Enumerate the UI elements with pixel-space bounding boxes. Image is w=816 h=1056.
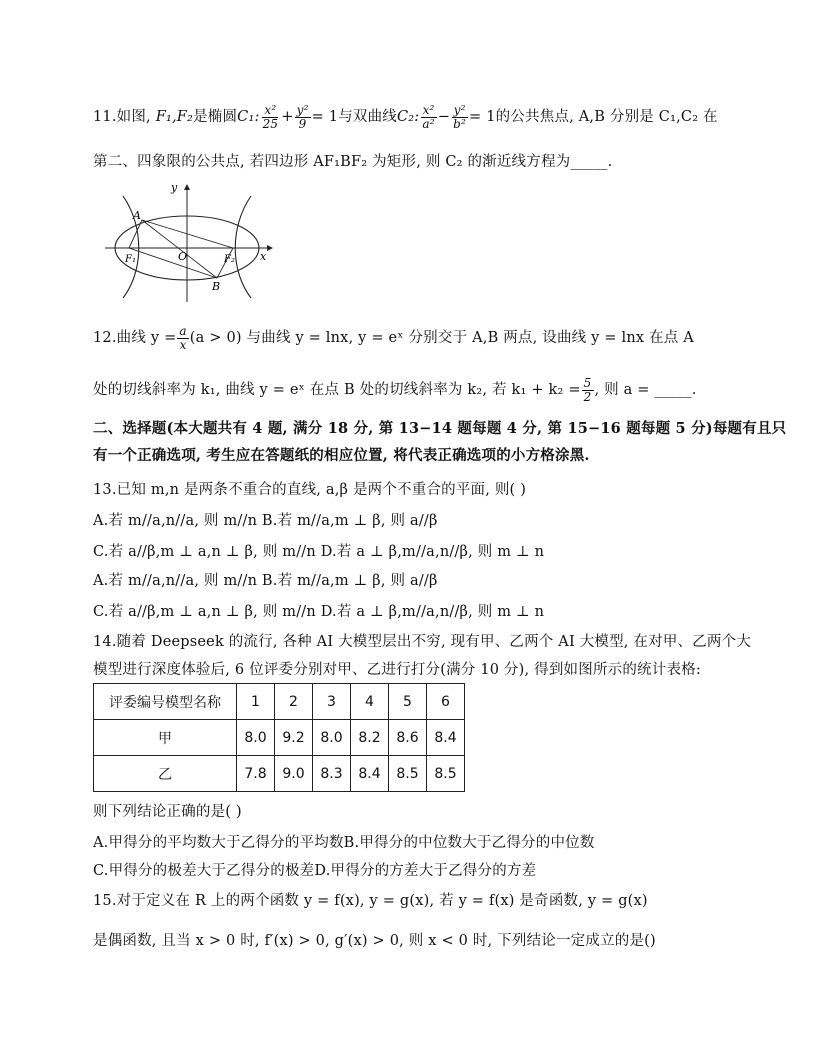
table-cell: 8.2 [351,720,389,756]
label-f2: F₂ [224,254,235,265]
q13-stem: 13.已知 m,n 是两条不重合的直线, a,β 是两个不重合的平面, 则( ) [93,482,527,498]
q14-option-row2: C.甲得分的极差大于乙得分的极差D.甲得分的方差大于乙得分的方差 [93,863,537,879]
table-cell: 8.4 [351,756,389,792]
table-cell: 8.3 [313,756,351,792]
q11-text-a: 是椭圆 [193,109,238,126]
table-cell: 9.0 [275,756,313,792]
q14-option-row1: A.甲得分的平均数大于乙得分的平均数B.甲得分的中位数大于乙得分的中位数 [93,835,595,851]
label-o: O [178,250,188,263]
q11-number: 11.如图, [93,109,156,126]
table-row [94,720,465,756]
q11-line2: 第二、四象限的公共点, 若四边形 AF₁BF₂ 为矩形, 则 C₂ 的渐近线方程为_____. [93,154,613,170]
diagonal-ab [142,220,217,278]
q11-c2-label: C₂: [397,109,420,126]
q11-c2-eq: = 1 [469,109,496,126]
table-header-cell: 评委编号模型名称 [94,684,237,720]
table-cell: 8.5 [389,756,427,792]
table-cell: 甲 [94,720,237,756]
q14-ask: 则下列结论正确的是( ) [93,804,242,820]
q12-line1 [93,325,694,351]
label-x: x [260,250,267,263]
table-cell: 8.6 [389,720,427,756]
label-y: y [171,181,178,194]
table-header-row [94,684,465,720]
label-a: A [133,209,141,222]
table-cell: 乙 [94,756,237,792]
q11-text-b: 与双曲线 [338,109,397,126]
q12-text-c: 处的切线斜率为 k₁, 曲线 y = eˣ 在点 B 处的切线斜率为 k₂, 若 k₁ + k₂ = [93,382,581,399]
table-header-cell: 2 [275,684,313,720]
q13-option-row2: C.若 a//β,m ⊥ a,n ⊥ β, 则 m//n D.若 a ⊥ β,m//a,n//β, 则 m ⊥ n [93,544,545,560]
table-cell: 8.0 [237,720,275,756]
q11-c1-frac2: $\frac{\text{y²}}{9}$ [296,103,309,131]
q12-frac-5-2: $\frac{5}{2}$ [583,376,592,404]
q12-line2 [93,377,697,403]
q11-line1: 11.如图, F₁,F₂是椭圆C₁: $\frac{\text{x²}}{25}$ + $\frac{\text{y²}}{9}$ = 1与双曲线C₂: $\frac{\text{x²}}{\text{a²}}$ − $\frac{\text{y²}}{\text{b²}}$ = 1的公共焦点, A,B 分别是 C₁,C₂ 在 [93,103,718,131]
q11-c2-frac2: $\frac{\text{y²}}{\text{b²}}$ [453,103,467,131]
q12-text-d: , 则 a = _____. [594,382,697,399]
table-header-cell: 1 [237,684,275,720]
q12-frac: $\frac{a}{x}$ [179,324,187,352]
q12-text-b: (a > 0) 与曲线 y = lnx, y = eˣ 分别交于 A,B 两点, 设曲线 y = lnx 在点 A [189,330,694,347]
label-b: B [212,280,221,293]
table-header-cell: 4 [351,684,389,720]
hyperbola-right-branch [235,196,251,298]
table-header-cell: 5 [389,684,427,720]
q11-c2-frac1: $\frac{\text{x²}}{\text{a²}}$ [422,103,435,131]
table-cell: 8.0 [313,720,351,756]
q13-option-row1: A.若 m//a,n//a, 则 m//n B.若 m//a,m ⊥ β, 则 a//β [93,513,438,529]
table-cell: 8.4 [427,720,465,756]
label-f1: F₁ [125,254,136,265]
q13-option-row4: C.若 a//β,m ⊥ a,n ⊥ β, 则 m//n D.若 a ⊥ β,m//a,n//β, 则 m ⊥ n [93,604,545,620]
table-row [94,756,465,792]
table-cell: 7.8 [237,756,275,792]
table-cell: 9.2 [275,720,313,756]
q13-option-row3: A.若 m//a,n//a, 则 m//n B.若 m//a,m ⊥ β, 则 a//β [93,573,438,589]
q11-c1-label: C₁: [237,109,260,126]
q14-line2: 模型进行深度体验后, 6 位评委分别对甲、乙进行打分(满分 10 分), 得到如图所示的统计表格: [93,662,701,678]
rectangle-af1bf2 [129,220,233,278]
table-header-cell: 3 [313,684,351,720]
q11-figure [105,180,275,305]
q15-line2: 是偶函数, 且当 x > 0 时, f′(x) > 0, g′(x) > 0, 则 x < 0 时, 下列结论一定成立的是() [93,933,656,949]
q12-text-a: 12.曲线 y = [93,330,177,347]
y-axis-arrow [184,184,190,190]
q11-foci: F₁,F₂ [155,109,194,126]
table-header-cell: 6 [427,684,465,720]
section2-line2: 有一个正确选项, 考生应在答题纸的相应位置, 将代表正确选项的小方格涂黑. [93,447,590,464]
x-axis-arrow [267,245,273,251]
q14-line1: 14.随着 Deepseek 的流行, 各种 AI 大模型层出不穷, 现有甲、乙两个 AI 大模型, 在对甲、乙两个大 [93,634,752,650]
score-table [93,683,465,792]
q11-text-c: 的公共焦点, A,B 分别是 C₁,C₂ 在 [495,109,718,126]
q11-c1-eq: = 1 [311,109,339,126]
section2-line1: 二、选择题(本大题共有 4 题, 满分 18 分, 第 13−14 题每题 4 分, 第 15−16 题每题 5 分)每题有且只 [93,420,787,437]
table-cell: 8.5 [427,756,465,792]
q11-c1-frac1: $\frac{\text{x²}}{25}$ [262,103,279,131]
q15-line1: 15.对于定义在 R 上的两个函数 y = f(x), y = g(x), 若 y = f(x) 是奇函数, y = g(x) [93,893,648,909]
